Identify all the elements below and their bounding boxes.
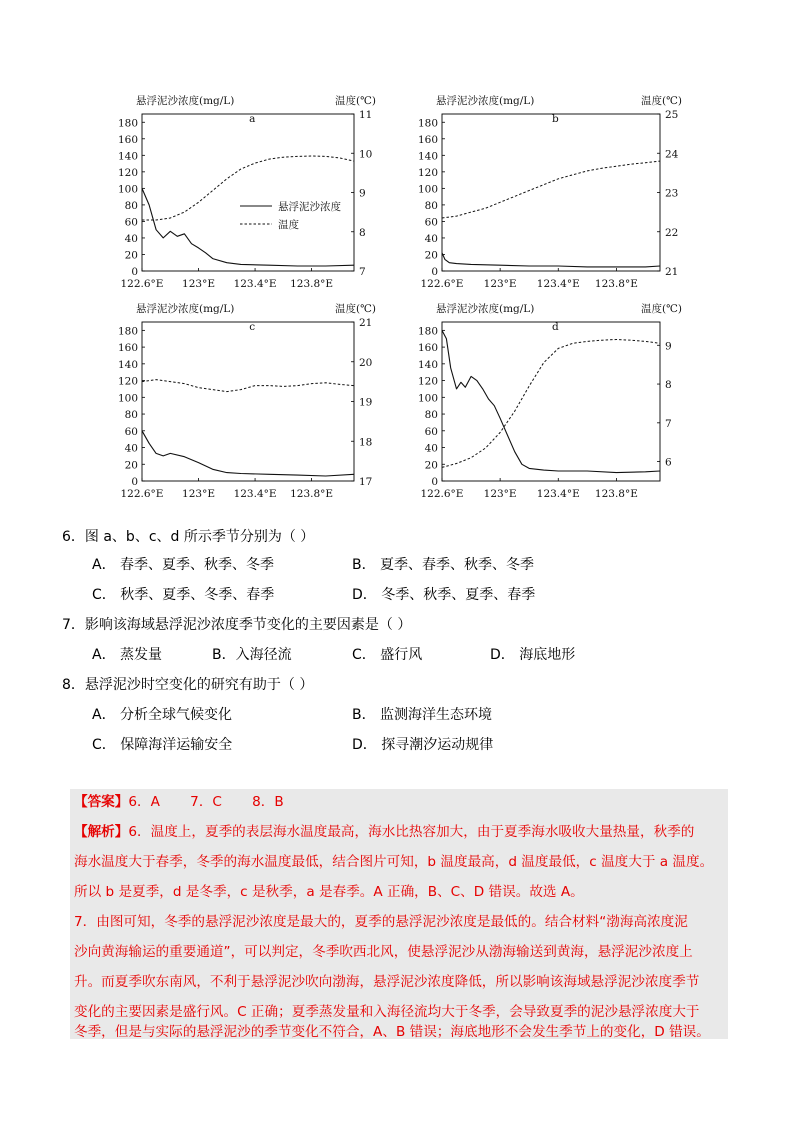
left-axis-title: 悬浮泥沙浓度(mg/L) (436, 95, 535, 107)
plot-frame (442, 114, 660, 271)
left-tick-label: 80 (124, 409, 138, 422)
left-tick-label: 100 (417, 183, 438, 196)
chart-panel-b (400, 0, 800, 300)
right-tick-label: 7 (359, 266, 366, 278)
q6-option-a: A． 春季、夏季、秋季、冬季 (92, 557, 275, 573)
x-tick-label: 122.6°E (420, 488, 464, 500)
analysis-line-6: 升。而夏季吹东南风，不利于悬浮泥沙吹向渤海，悬浮泥沙浓度降低，所以影响该海域悬浮泥沙浓度季节 (74, 974, 700, 990)
q7-option-a: A． 蒸发量 (92, 647, 163, 663)
left-tick-label: 180 (117, 117, 138, 130)
x-tick-label: 123.8°E (594, 278, 638, 290)
left-tick-label: 40 (424, 442, 438, 455)
sediment-line (442, 330, 660, 472)
left-tick-label: 120 (117, 166, 138, 179)
plot-frame (142, 322, 354, 481)
chart-panel-c (0, 300, 400, 510)
left-tick-label: 120 (117, 375, 138, 388)
left-tick-label: 140 (417, 150, 438, 163)
q8-option-c: C． 保障海洋运输安全 (92, 737, 233, 753)
panel-label: d (551, 321, 559, 333)
left-tick-label: 140 (117, 150, 138, 163)
q8-option-d: D． 探寻潮汐运动规律 (352, 737, 494, 753)
left-tick-label: 40 (124, 232, 138, 245)
left-tick-label: 80 (124, 199, 138, 212)
q6-option-d: D． 冬季、秋季、夏季、春季 (352, 587, 536, 603)
left-tick-label: 180 (117, 325, 138, 338)
left-tick-label: 0 (131, 476, 138, 488)
left-tick-label: 20 (424, 249, 438, 262)
left-tick-label: 160 (417, 342, 438, 355)
question-7: 7．影响该海域悬浮泥沙浓度季节变化的主要因素是（ ） (62, 617, 412, 633)
analysis-text: 6．温度上，夏季的表层海水温度最高，海水比热容加大，由于夏季海水吸收大量热量，秋季的 (128, 824, 695, 840)
answer-tag: 【答案】 (74, 794, 129, 810)
analysis-line-1 (74, 822, 694, 842)
x-tick-label: 123°E (182, 278, 216, 290)
answer-text: 6．A 7．C 8．B (128, 794, 284, 810)
left-tick-label: 20 (424, 459, 438, 472)
left-tick-label: 60 (124, 425, 138, 438)
left-tick-label: 100 (117, 183, 138, 196)
plot-frame (142, 114, 354, 271)
q7-option-b: B．入海径流 (212, 647, 292, 663)
chart-svg-d (400, 300, 800, 510)
right-tick-label: 11 (359, 109, 373, 121)
right-tick-label: 17 (359, 476, 373, 488)
left-tick-label: 40 (124, 442, 138, 455)
panel-label: b (551, 113, 559, 125)
right-tick-label: 24 (665, 148, 679, 161)
x-tick-label: 122.6°E (120, 488, 164, 500)
chart-panel-a (0, 0, 400, 300)
left-tick-label: 60 (124, 216, 138, 229)
answer-line (74, 792, 284, 812)
q7-option-d: D． 海底地形 (490, 647, 576, 663)
panel-label: a (249, 113, 256, 125)
left-tick-label: 60 (424, 216, 438, 229)
sediment-line (142, 431, 354, 476)
plot-frame (442, 322, 660, 481)
q6-option-c: C． 秋季、夏季、冬季、春季 (92, 587, 275, 603)
left-tick-label: 160 (417, 133, 438, 146)
right-tick-label: 10 (359, 148, 373, 161)
temperature-line (442, 340, 660, 468)
question-8: 8．悬浮泥沙时空变化的研究有助于（ ） (62, 677, 314, 693)
temperature-line (442, 161, 660, 218)
left-tick-label: 180 (417, 117, 438, 130)
left-tick-label: 20 (124, 249, 138, 262)
right-tick-label: 6 (665, 456, 672, 469)
right-tick-label: 21 (359, 317, 373, 329)
left-axis-title: 悬浮泥沙浓度(mg/L) (136, 95, 235, 107)
sediment-line (442, 253, 660, 267)
analysis-line-8: 冬季，但是与实际的悬浮泥沙的季节变化不符合，A、B 错误；海底地形不会发生季节上的变化，D 错误。 (74, 1024, 710, 1040)
left-tick-label: 140 (417, 358, 438, 371)
q8-option-a: A． 分析全球气候变化 (92, 707, 233, 723)
left-tick-label: 20 (124, 459, 138, 472)
left-tick-label: 100 (417, 392, 438, 405)
left-axis-title: 悬浮泥沙浓度(mg/L) (136, 303, 235, 315)
right-tick-label: 23 (665, 187, 679, 200)
chart-svg-c (0, 300, 400, 510)
chart-svg-b (400, 0, 800, 300)
x-tick-label: 123.8°E (290, 488, 334, 500)
panel-label: c (249, 321, 256, 333)
question-6: 6．图 a、b、c、d 所示季节分别为（ ） (62, 529, 315, 545)
q7-option-c: C． 盛行风 (352, 647, 423, 663)
right-axis-title: 温度(℃) (335, 95, 376, 107)
legend-sediment-label: 悬浮泥沙浓度 (278, 201, 341, 213)
x-tick-label: 123.4°E (233, 278, 277, 290)
left-tick-label: 0 (431, 476, 438, 488)
x-tick-label: 123.4°E (536, 278, 580, 290)
analysis-line-4: 7．由图可知，冬季的悬浮泥沙浓度是最大的，夏季的悬浮泥沙浓度是最低的。结合材料“渤海高浓度泥 (74, 914, 688, 930)
left-tick-label: 80 (424, 199, 438, 212)
chart-svg-a (0, 0, 400, 300)
left-tick-label: 120 (417, 166, 438, 179)
left-tick-label: 60 (424, 425, 438, 438)
left-tick-label: 140 (117, 358, 138, 371)
right-tick-label: 19 (359, 396, 373, 409)
x-tick-label: 123.4°E (233, 488, 277, 500)
analysis-line-7: 变化的主要因素是盛行风。C 正确；夏季蒸发量和入海径流均大于冬季，会导致夏季的泥沙悬浮浓度大于 (74, 1004, 700, 1020)
left-tick-label: 180 (417, 325, 438, 338)
analysis-tag: 【解析】 (74, 824, 129, 840)
x-tick-label: 123.4°E (536, 488, 580, 500)
left-tick-label: 0 (431, 266, 438, 278)
x-tick-label: 122.6°E (120, 278, 164, 290)
legend-temperature-label: 温度 (278, 219, 299, 231)
analysis-line-2: 海水温度大于春季，冬季的海水温度最低，结合图片可知，b 温度最高，d 温度最低，c 温度大于 a 温度。 (74, 854, 714, 870)
right-axis-title: 温度(℃) (641, 95, 682, 107)
right-tick-label: 9 (359, 187, 366, 200)
left-tick-label: 120 (417, 375, 438, 388)
right-tick-label: 9 (665, 340, 672, 353)
right-axis-title: 温度(℃) (641, 303, 682, 315)
right-tick-label: 8 (665, 379, 672, 392)
x-tick-label: 123°E (483, 278, 517, 290)
analysis-line-3: 所以 b 是夏季，d 是冬季，c 是秋季，a 是春季。A 正确，B、C、D 错误。故选 A。 (74, 884, 584, 900)
x-tick-label: 123.8°E (290, 278, 334, 290)
x-tick-label: 123°E (182, 488, 216, 500)
right-tick-label: 18 (359, 436, 373, 449)
right-tick-label: 21 (665, 266, 679, 278)
right-tick-label: 7 (665, 417, 672, 430)
left-axis-title: 悬浮泥沙浓度(mg/L) (436, 303, 535, 315)
q8-option-b: B． 监测海洋生态环境 (352, 707, 493, 723)
left-tick-label: 160 (117, 133, 138, 146)
x-tick-label: 122.6°E (420, 278, 464, 290)
left-tick-label: 160 (117, 342, 138, 355)
x-tick-label: 123.8°E (594, 488, 638, 500)
x-tick-label: 123°E (483, 488, 517, 500)
left-tick-label: 0 (131, 266, 138, 278)
right-tick-label: 20 (359, 356, 373, 369)
right-axis-title: 温度(℃) (335, 303, 376, 315)
right-tick-label: 22 (665, 226, 679, 239)
temperature-line (142, 380, 354, 392)
left-tick-label: 80 (424, 409, 438, 422)
right-tick-label: 25 (665, 109, 679, 121)
left-tick-label: 100 (117, 392, 138, 405)
chart-panel-d (400, 300, 800, 510)
analysis-line-5: 沙向黄海输运的重要通道”，可以判定，冬季吹西北风，使悬浮泥沙从渤海输送到黄海，悬浮泥沙浓度上 (74, 944, 693, 960)
right-tick-label: 8 (359, 226, 366, 239)
left-tick-label: 40 (424, 232, 438, 245)
q6-option-b: B． 夏季、春季、秋季、冬季 (352, 557, 535, 573)
